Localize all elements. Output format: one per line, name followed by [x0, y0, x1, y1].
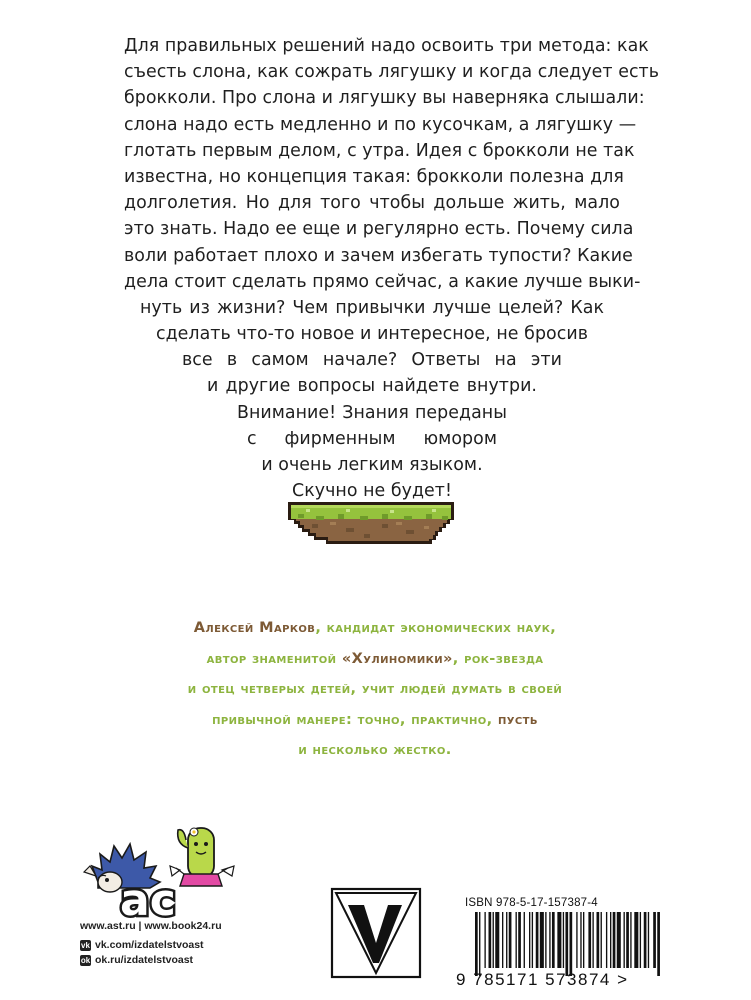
cactus-mascot-icon — [170, 828, 234, 886]
ok-link[interactable] — [80, 954, 222, 966]
author-bio-text: , кандидат экономических наук, — [315, 620, 557, 636]
description-line: и очень легким языком. — [261, 455, 483, 475]
barcode-bar — [606, 912, 607, 968]
barcode-bar — [576, 912, 577, 968]
description-line: нуть из жизни? Чем привычки лучше целей? Как — [140, 297, 604, 318]
barcode-bar — [583, 912, 584, 968]
v-publisher-mark-icon — [330, 887, 422, 979]
barcode-bar — [516, 912, 517, 968]
description-line: воли работает плохо и зачем избегать тупости? Какие — [124, 245, 633, 266]
barcode-bar — [502, 912, 503, 968]
description-line: все в самом начале? Ответы на эти — [182, 350, 562, 371]
barcode-bar — [518, 912, 521, 968]
ok-icon: ok — [80, 955, 91, 965]
description-line: сделать что-то новое и интересное, не бросив — [156, 324, 588, 345]
barcode-bar — [588, 912, 591, 968]
barcode-bar — [479, 912, 480, 976]
barcode-bar — [640, 912, 641, 968]
description-line: Для правильных решений надо освоить три метода: как — [124, 36, 649, 56]
barcode-bar — [580, 912, 581, 968]
barcode-bar — [484, 912, 485, 968]
description-line: это знать. Надо ее еще и регулярно есть. Почему сила — [124, 219, 634, 240]
barcode-bar — [506, 912, 507, 968]
author-bio-line-3: и отец четверых детей, учит людей думать в своей — [187, 681, 563, 697]
back-cover-description — [124, 33, 660, 504]
barcode-bar — [597, 912, 600, 968]
author-name: Алексей Марков — [193, 620, 316, 636]
barcode-bar — [626, 912, 629, 968]
barcode-bar — [532, 912, 533, 968]
barcode-bar — [509, 912, 512, 968]
barcode-bar — [552, 912, 555, 968]
barcode-bar — [648, 912, 649, 968]
description-line: слона надо есть медленно и по кусочкам, а лягушку — — [124, 114, 637, 135]
author-bio-text: привычной манере: точно, практично, — [212, 711, 498, 728]
description-line: и другие вопросы найдете внутри. — [207, 376, 537, 397]
barcode-bar — [557, 912, 561, 968]
author-bio-line-5: и несколько жестко. — [298, 742, 452, 758]
barcode-bar — [493, 912, 494, 968]
publisher-websites[interactable]: www.ast.ru | www.book24.ru — [80, 920, 222, 932]
author-bio-line-1 — [90, 613, 660, 644]
barcode-bar — [657, 912, 660, 976]
barcode-bar — [644, 912, 647, 968]
grass-platform-illustration — [286, 500, 456, 552]
description-line: долголетия. Но для того чтобы дольше жить, мало — [124, 193, 620, 214]
barcode-bar — [613, 912, 616, 968]
description-line: Скучно не будет! — [292, 481, 452, 502]
barcode-bar — [565, 912, 568, 976]
publisher-links — [80, 920, 222, 966]
barcode-bar — [495, 912, 499, 968]
barcode-bar — [630, 912, 631, 968]
barcode-bar — [549, 912, 550, 968]
author-bio-text: автор знаменитой — [206, 650, 342, 667]
barcode-bar — [540, 912, 544, 968]
author-bio-line-2 — [90, 644, 660, 675]
barcode-bar — [592, 912, 593, 968]
barcode-bar — [634, 912, 638, 968]
description-line: Внимание! Знания переданы — [237, 402, 507, 423]
barcode-bar — [529, 912, 530, 968]
author-bio-text: , рок-звезда — [452, 650, 544, 667]
author-bio-highlight: пусть — [497, 711, 538, 728]
barcode-bar — [545, 912, 546, 968]
isbn-label: ISBN 978-5-17-157387-4 — [465, 897, 598, 909]
description-line: известна, но концепция такая: брокколи полезна для — [124, 166, 624, 187]
isbn-barcode-block — [453, 893, 716, 992]
barcode-bar — [524, 912, 525, 968]
barcode-bar — [536, 912, 539, 968]
isbn-digits: 9 785171 573874 > — [456, 970, 629, 989]
barcode-bar — [601, 912, 602, 968]
description-line: с фирменным юмором — [247, 428, 497, 449]
barcode-image — [461, 912, 711, 978]
barcode-bar — [617, 912, 621, 968]
author-bio-line-4 — [90, 705, 660, 736]
barcode-bar — [610, 912, 611, 968]
vk-link-text: vk.com/izdatelstvoast — [95, 939, 204, 951]
barcode-bar — [624, 912, 625, 968]
description-line: брокколи. Про слона и лягушку вы наверняка слышали: — [124, 88, 645, 109]
logo-text: ac — [120, 875, 176, 918]
barcode-bar — [489, 912, 492, 968]
barcode-bar — [475, 912, 478, 976]
description-line: дела стоит сделать прямо сейчас, а какие лучше выки- — [124, 271, 641, 292]
barcode-bar — [570, 912, 573, 976]
ok-link-text: ok.ru/izdatelstvoast — [95, 954, 194, 966]
barcode-bar — [563, 912, 564, 968]
book-title: «Хулиномики» — [341, 650, 453, 667]
author-bio — [90, 613, 660, 766]
description-line: глотать первым делом, с утра. Идея с брокколи не так — [124, 140, 635, 161]
ast-publisher-logo — [76, 818, 246, 918]
barcode-bar — [653, 912, 656, 968]
description-line: съесть слона, как сожрать лягушку и когда следует есть — [124, 62, 660, 83]
vk-icon: vk — [81, 940, 90, 950]
vk-link[interactable] — [80, 939, 222, 951]
